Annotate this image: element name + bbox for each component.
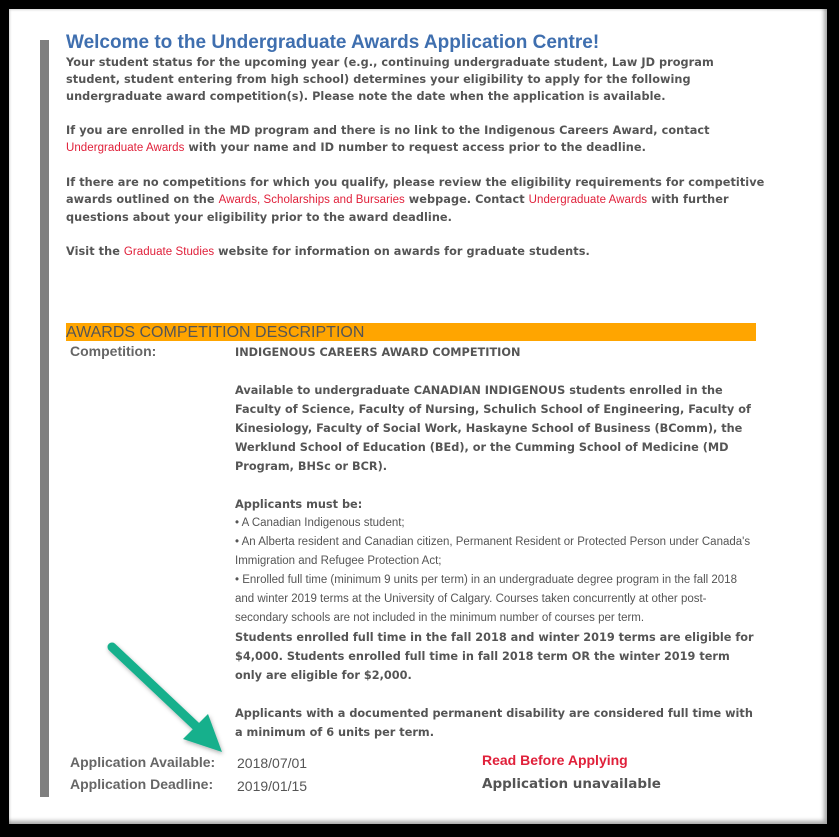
award-amounts: Students enrolled full time in the fall 2018 and winter 2019 terms are eligible for $4,000. Students enrolled full time in fall 2018 term OR the winter 2019 term only are eligible for $2,000. [235,631,754,682]
applicants-heading: Applicants must be: [235,498,363,511]
intro-paragraph-md: If you are enrolled in the MD program and there is no link to the Indigenous Careers Award, contact Undergraduate Awards with your name and ID number to request access prior to the deadline. [66,124,710,154]
competition-name: INDIGENOUS CAREERS AWARD COMPETITION [235,346,521,359]
intro-paragraph-eligibility: If there are no competitions for which you qualify, please review the eligibility requirements for competitive awards outlined on the Awards, Scholarships and Bursaries webpage. Contact Undergraduate Awards with further questions about your eligibility prior to the award deadline. [66,176,765,224]
section-header: AWARDS COMPETITION DESCRIPTION [66,323,756,341]
competition-availability: Available to undergraduate CANADIAN INDIGENOUS students enrolled in the Faculty of Science, Faculty of Nursing, Schulich School of Engineering, Faculty of Kinesiology, Faculty of Social Work, Haskayne School of Business (BComm), the Werklund School of Education (BEd), or the Cumming School of Medicine (MD Program, BHSc or BCR). [235,384,751,473]
undergraduate-awards-link[interactable]: Undergraduate Awards [66,142,185,154]
disability-note: Applicants with a documented permanent disability are considered full time with a minimum of 6 units per term. [235,707,753,739]
application-available-date: 2018/07/01 [237,755,308,771]
application-deadline-date: 2019/01/15 [237,778,308,794]
intro-paragraph-graduate: Visit the Graduate Studies website for information on awards for graduate students. [66,245,590,258]
requirement-item: • An Alberta resident and Canadian citizen, Permanent Resident or Protected Person under Canada's Immigration and Refugee Protection Act; [235,536,751,567]
requirement-item: • Enrolled full time (minimum 9 units per term) in an undergraduate degree program in the fall 2018 and winter 2019 terms at the University of Calgary. Courses taken concurrently at other post-secondary schools are not included in the minimum number of courses per term. [235,574,737,624]
page-title: Welcome to the Undergraduate Awards Application Centre! [66,32,600,53]
application-deadline-label: Application Deadline: [70,776,214,792]
awards-scholarships-bursaries-link[interactable]: Awards, Scholarships and Bursaries [218,194,405,206]
application-available-label: Application Available: [70,754,216,770]
competition-label: Competition: [70,343,157,359]
undergraduate-awards-link-2[interactable]: Undergraduate Awards [528,194,648,206]
requirement-item: • A Canadian Indigenous student; [235,517,405,529]
graduate-studies-link[interactable]: Graduate Studies [123,246,215,258]
application-status: Application unavailable [482,776,661,792]
read-before-applying-link[interactable]: Read Before Applying [482,752,628,768]
intro-paragraph-status: Your student status for the upcoming year (e.g., continuing undergraduate student, Law JD program student, student entering from high school) determines your eligibility to apply for the following undergraduate award competition(s). Please note the date when the application is available. [66,56,714,103]
